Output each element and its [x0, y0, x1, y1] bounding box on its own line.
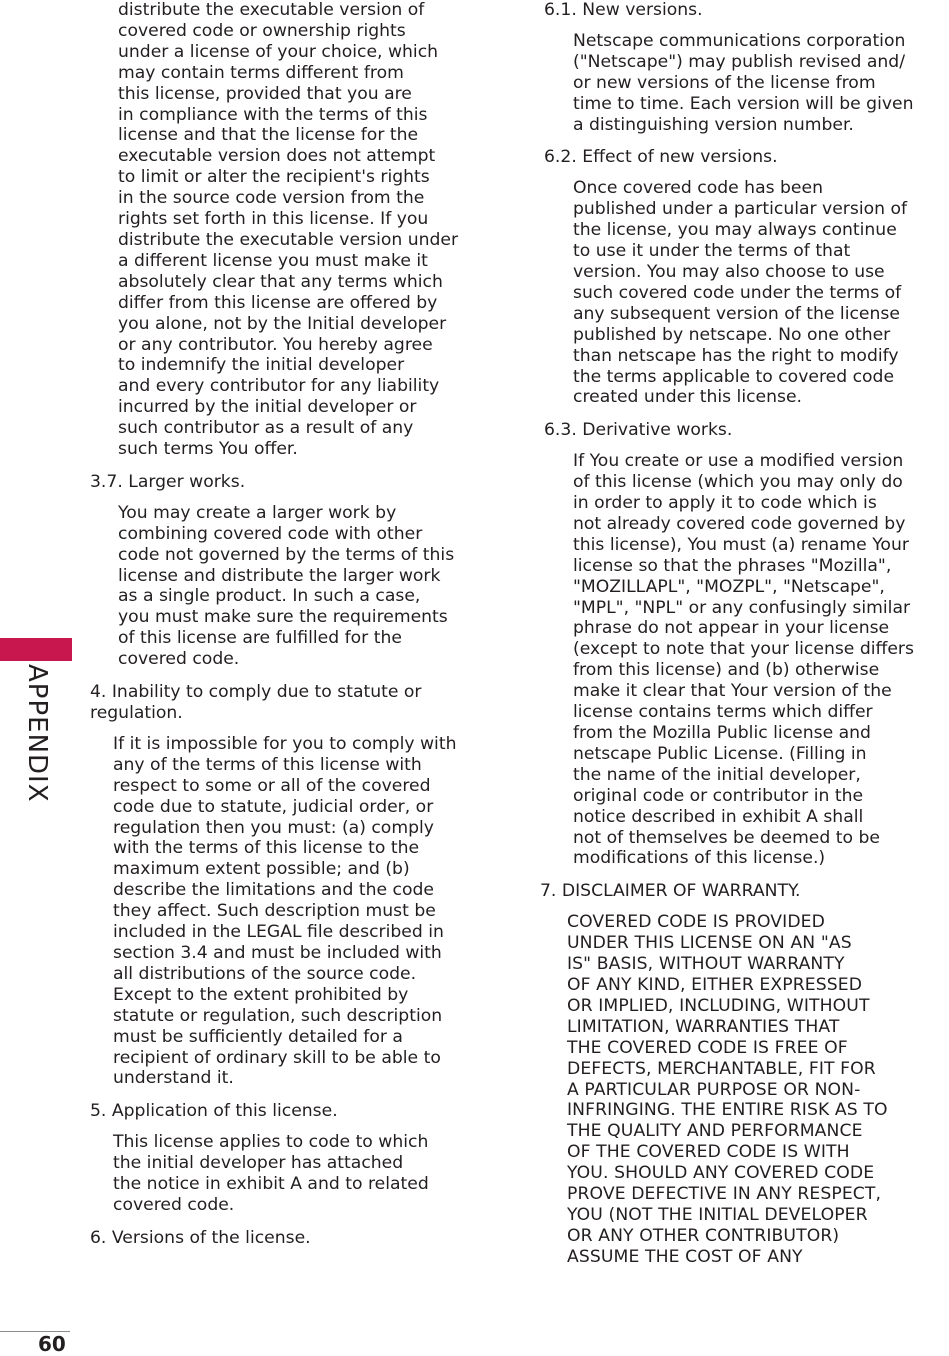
body-6-3: If You create or use a modified version of this license (which you may only do in order to apply it to code which is not already covered code governed by this license), You must (a) rename Your license so that the phrases "Mozilla", "MOZILLAPL", "MOZPL", "Netscape", "MPL", "NPL" or any confusingly similar phrase do not appear in your license (except to note that your license differs from this license) and (b) otherwise make it clear that Your version of the license contains terms which differ from the Mozilla Public license and netscape Public License. (Filling in the name of the initial developer, original code or contributor in the notice described in exhibit A shall not of themselves be deemed to be modifications of this license.): [573, 451, 914, 869]
heading-6-2: 6.2. Effect of new versions.: [544, 147, 778, 168]
heading-3-7: 3.7. Larger works.: [90, 471, 246, 492]
heading-6: 6. Versions of the license.: [90, 1227, 311, 1248]
heading-6-3: 6.3. Derivative works.: [544, 420, 733, 441]
section-3-6-continuation: distribute the executable version of covered code or ownership rights under a license of your choice, which may contain terms different from this license, provided that you are in compliance with the terms of this license and that the license for the executable version does not attempt to limit or alter the recipient's rights in the source code version from the rights set forth in this license. If you distribute the executable version under a different license you must make it absolutely clear that any terms which differ from this license are offered by you alone, not by the Initial developer or any contributor. You hereby agree to indemnify the initial developer and every contributor for any liability incurred by the initial developer or such contributor as a result of any such terms You offer.: [118, 0, 459, 460]
right-column: [540, 0, 949, 1280]
heading-4: 4. Inability to comply due to statute or regulation.: [90, 682, 422, 723]
body-3-7: You may create a larger work by combining covered code with other code not governed by the terms of this license and distribute the larger work as a single product. In such a case, you must make sure the requirements of this license are fulfilled for the covered code.: [118, 502, 455, 670]
heading-5: 5. Application of this license.: [90, 1101, 338, 1122]
heading-7: 7. DISCLAIMER OF WARRANTY.: [540, 881, 801, 902]
body-4: If it is impossible for you to comply with any of the terms of this license with respect to some or all of the covered code due to statute, judicial order, or regulation then you must: (a) comply with the terms of this license to the maximum extent possible; and (b) describe the limitations and the code they affect. Such description must be included in the LEGAL file described in section 3.4 and must be included with all distributions of the source code. Except to the extent prohibited by statute or regulation, such description must be sufficiently detailed for a recipient of ordinary skill to be able to understand it.: [113, 733, 457, 1089]
section-label: APPENDIX: [22, 664, 52, 803]
body-7: COVERED CODE IS PROVIDED UNDER THIS LICENSE ON AN "AS IS" BASIS, WITHOUT WARRANTY OF ANY KIND, EITHER EXPRESSED OR IMPLIED, INCLUDING, WITHOUT LIMITATION, WARRANTIES THAT THE COVERED CODE IS FREE OF DEFECTS, MERCHANTABLE, FIT FOR A PARTICULAR PURPOSE OR NON- INFRINGING. THE ENTIRE RISK AS TO THE QUALITY AND PERFORMANCE OF THE COVERED CODE IS WITH YOU. SHOULD ANY COVERED CODE PROVE DEFECTIVE IN ANY RESPECT, YOU (NOT THE INITIAL DEVELOPER OR ANY OTHER CONTRIBUTOR) ASSUME THE COST OF ANY: [567, 912, 888, 1267]
body-5: This license applies to code to which the initial developer has attached the notice in exhibit A and to related covered code.: [113, 1132, 429, 1215]
body-6-2: Once covered code has been published under a particular version of the license, you may always continue to use it under the terms of that version. You may also choose to use such covered code under the terms of any subsequent version of the license published by netscape. No one other than netscape has the right to modify the terms applicable to covered code created under this license.: [573, 178, 908, 408]
page-number: 60: [38, 1332, 66, 1356]
left-column: [90, 0, 505, 1259]
heading-6-1: 6.1. New versions.: [544, 0, 703, 20]
appendix-tab-marker: [0, 638, 72, 661]
body-6-1: Netscape communications corporation ("Netscape") may publish revised and/ or new versions of the license from time to time. Each version will be given a distinguishing version number.: [573, 30, 914, 135]
